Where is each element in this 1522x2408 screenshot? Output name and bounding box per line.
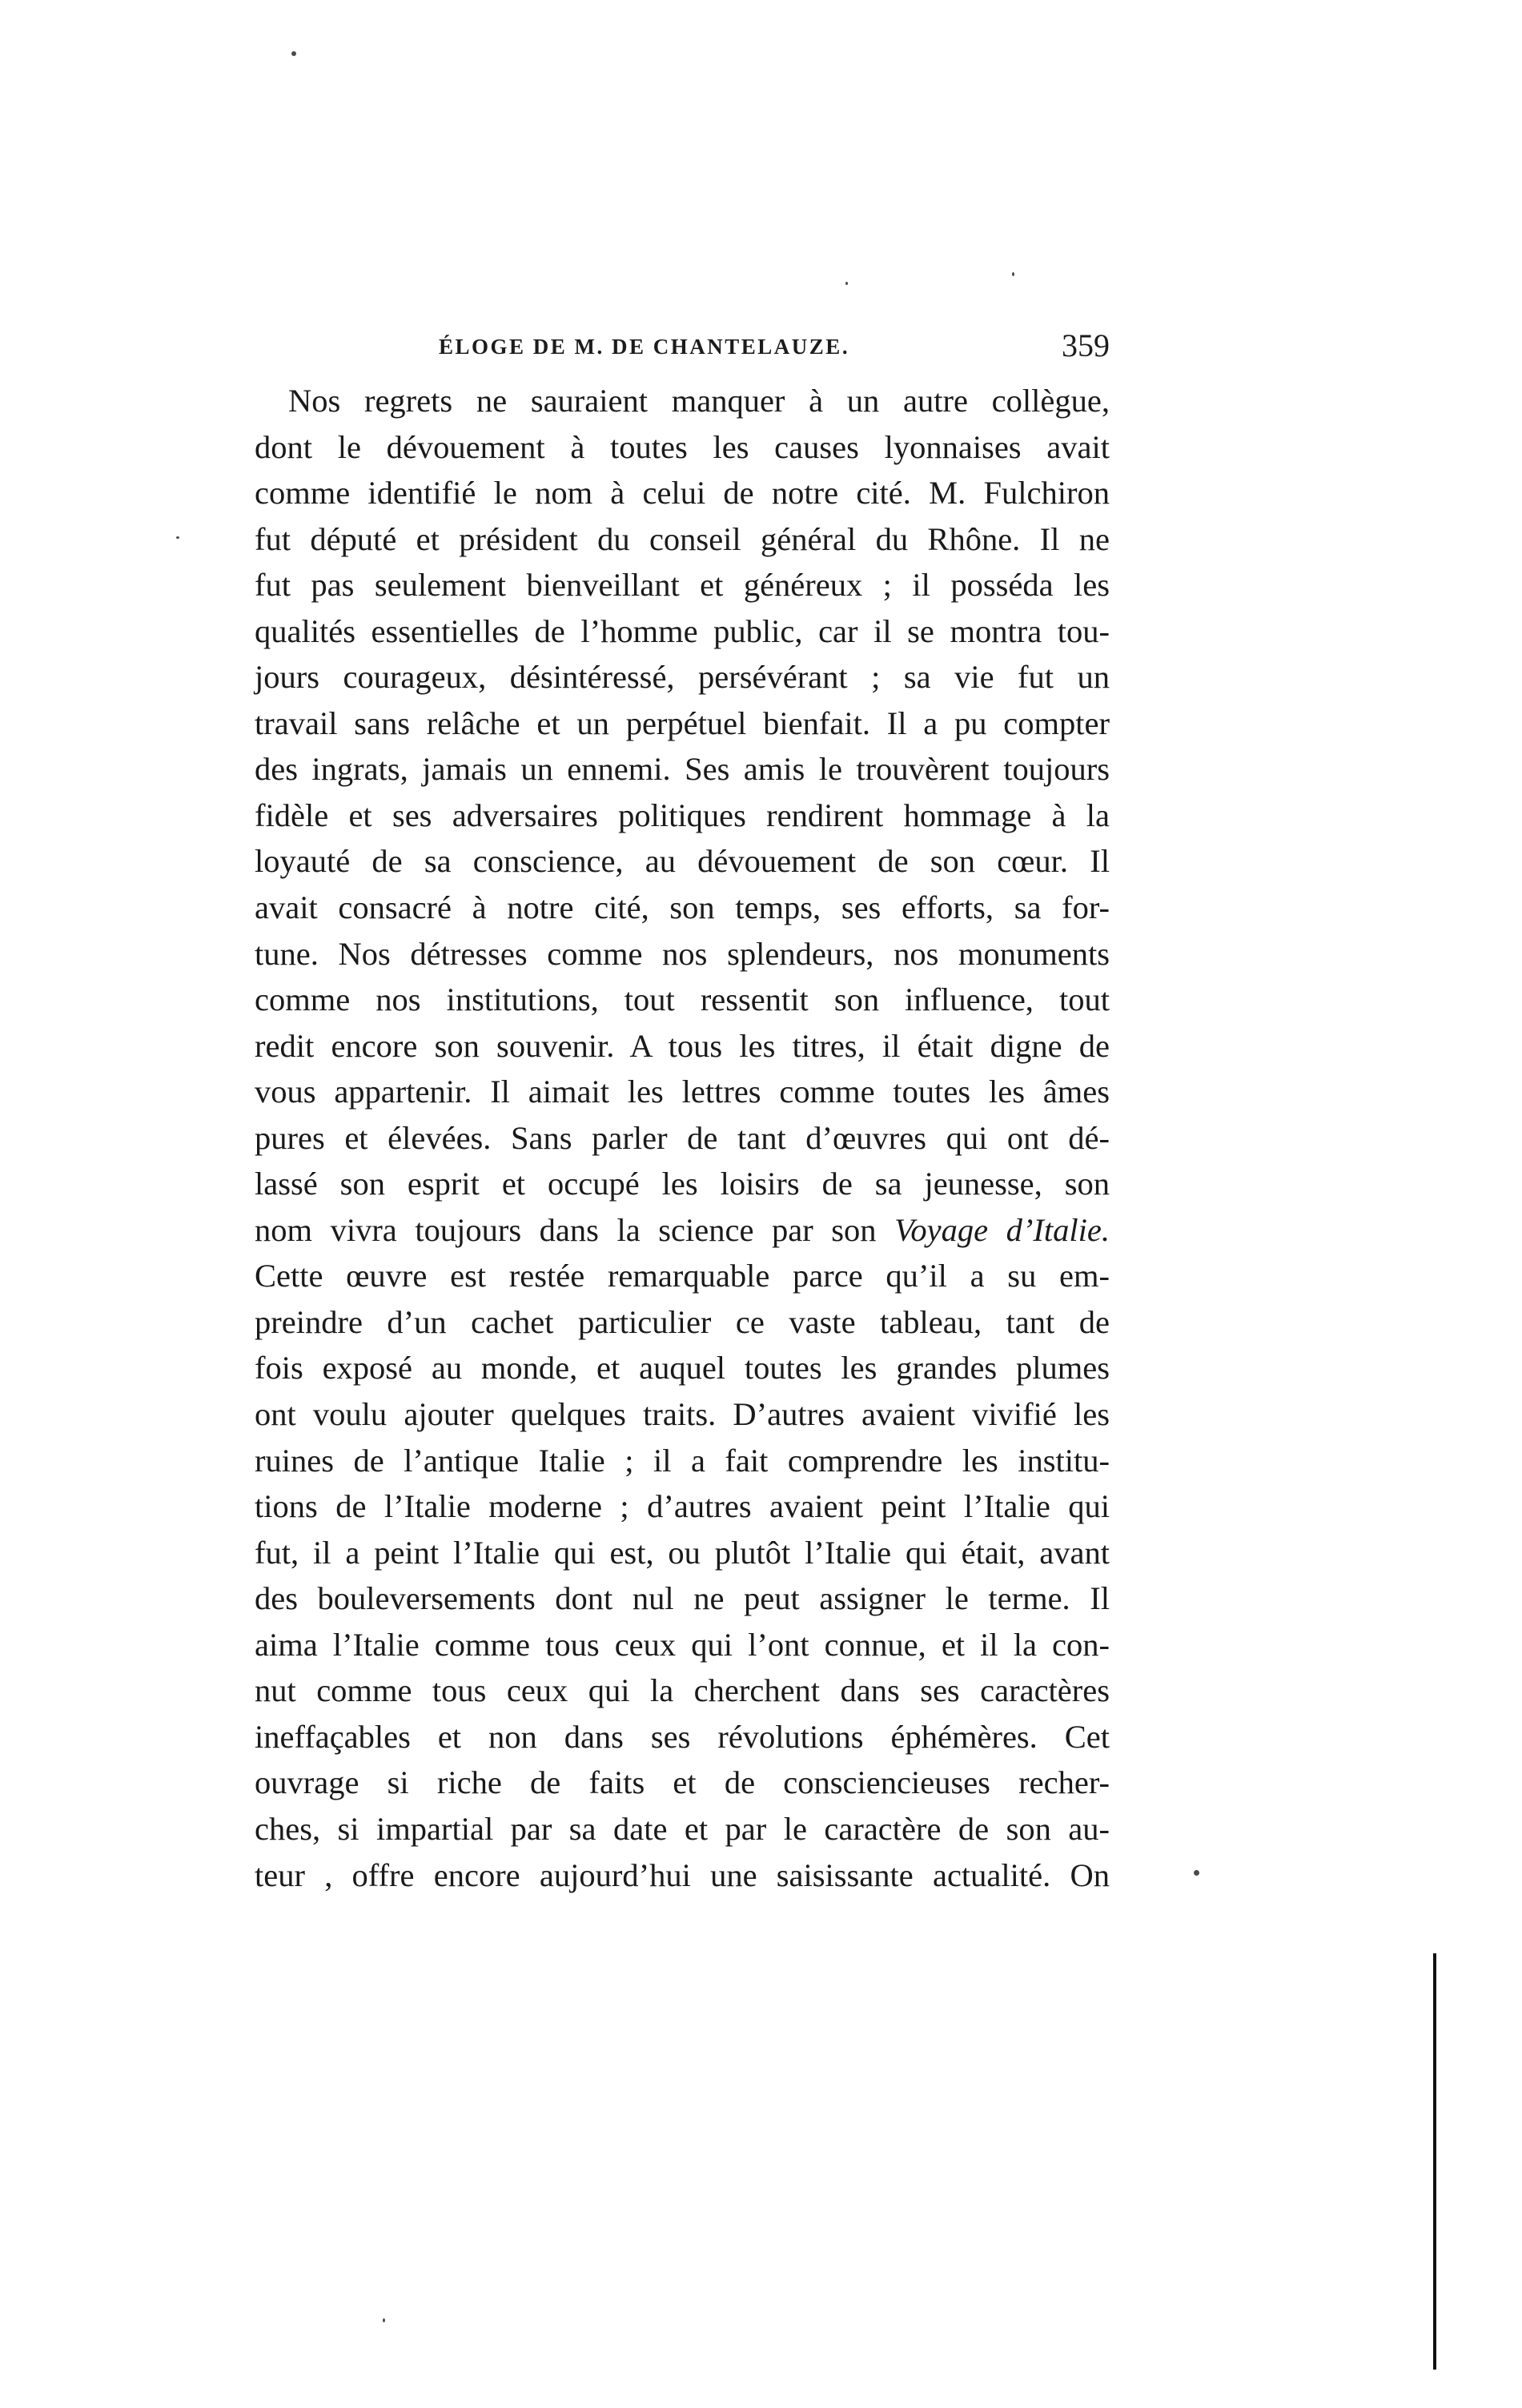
text-line: Nos regrets ne sauraient manquer à un autre collègue, — [288, 383, 1110, 419]
text-line: comme identifié le nom à celui de notre cité. M. Fulchiron — [255, 475, 1110, 512]
text-line: fut pas seulement bienveillant et généreux ; il posséda les — [255, 567, 1110, 604]
scan-speck — [176, 536, 179, 539]
text-line: des bouleversements dont nul ne peut assigner le terme. Il — [255, 1580, 1110, 1617]
scan-speck — [1012, 272, 1014, 276]
text-line: avait consacré à notre cité, son temps, ses efforts, sa for- — [255, 889, 1110, 926]
running-title: ÉLOGE DE M. DE CHANTELAUZE. — [439, 335, 850, 359]
margin-rule — [1433, 1953, 1436, 2370]
text-line: travail sans relâche et un perpétuel bienfait. Il a pu compter — [255, 704, 1110, 741]
text-line: des ingrats, jamais un ennemi. Ses amis le trouvèrent toujours — [255, 751, 1110, 788]
text-line: comme nos institutions, tout ressentit son influence, tout — [255, 981, 1110, 1018]
text-line: ouvrage si riche de faits et de consciencieuses recher- — [255, 1764, 1110, 1801]
text-line: ineffaçables et non dans ses révolutions éphémères. Cet — [255, 1718, 1110, 1755]
text-line: pures et élevées. Sans parler de tant d’œuvres qui ont dé- — [255, 1119, 1110, 1156]
text-line: loyauté de sa conscience, au dévouement de son cœur. Il — [255, 843, 1110, 880]
text-line-start: nom vivra toujours dans la science par son — [255, 1211, 877, 1248]
body-text — [255, 378, 1110, 1898]
text-line: lassé son esprit et occupé les loisirs de sa jeunesse, son — [255, 1166, 1110, 1202]
text-line: fut, il a peint l’Italie qui est, ou plutôt l’Italie qui était, avant — [255, 1534, 1110, 1571]
text-line: nut comme tous ceux qui la cherchent dans ses caractères — [255, 1672, 1110, 1709]
text-line: fidèle et ses adversaires politiques rendirent hommage à la — [255, 797, 1110, 833]
text-line: Cette œuvre est restée remarquable parce qu’il a su em- — [255, 1258, 1110, 1294]
text-line: ruines de l’antique Italie ; il a fait comprendre les institu- — [255, 1442, 1110, 1479]
text-line: teur , offre encore aujourd’hui une saisissante actualité. On — [255, 1856, 1110, 1893]
scan-speck — [845, 282, 848, 285]
scan-speck — [291, 51, 296, 56]
text-line: fois exposé au monde, et auquel toutes les grandes plumes — [255, 1350, 1110, 1387]
text-line: jours courageux, désintéressé, persévérant ; sa vie fut un — [255, 659, 1110, 696]
text-line: preindre d’un cachet particulier ce vaste tableau, tant de — [255, 1303, 1110, 1340]
text-line: ches, si impartial par sa date et par le caractère de son au- — [255, 1810, 1110, 1847]
text-line: qualités essentielles de l’homme public, car il se montra tou- — [255, 612, 1110, 649]
text-line: ont voulu ajouter quelques traits. D’autres avaient vivifié les — [255, 1396, 1110, 1433]
text-line: vous appartenir. Il aimait les lettres comme toutes les âmes — [255, 1074, 1110, 1110]
running-head — [255, 327, 1135, 367]
text-line: tions de l’Italie moderne ; d’autres avaient peint l’Italie qui — [255, 1488, 1110, 1525]
page-number: 359 — [1062, 327, 1110, 363]
text-line: redit encore son souvenir. A tous les titres, il était digne de — [255, 1027, 1110, 1064]
italic-title: Voyage d’Italie. — [894, 1211, 1110, 1248]
text-line: aima l’Italie comme tous ceux qui l’ont connue, et il la con- — [255, 1626, 1110, 1663]
text-line: tune. Nos détresses comme nos splendeurs, nos monuments — [255, 935, 1110, 972]
scan-speck — [1194, 1870, 1199, 1876]
text-line: dont le dévouement à toutes les causes lyonnaises avait — [255, 428, 1110, 465]
scan-speck — [383, 2318, 385, 2322]
text-line-with-title — [255, 1207, 1110, 1254]
text-line: fut député et président du conseil général du Rhône. Il ne — [255, 520, 1110, 557]
